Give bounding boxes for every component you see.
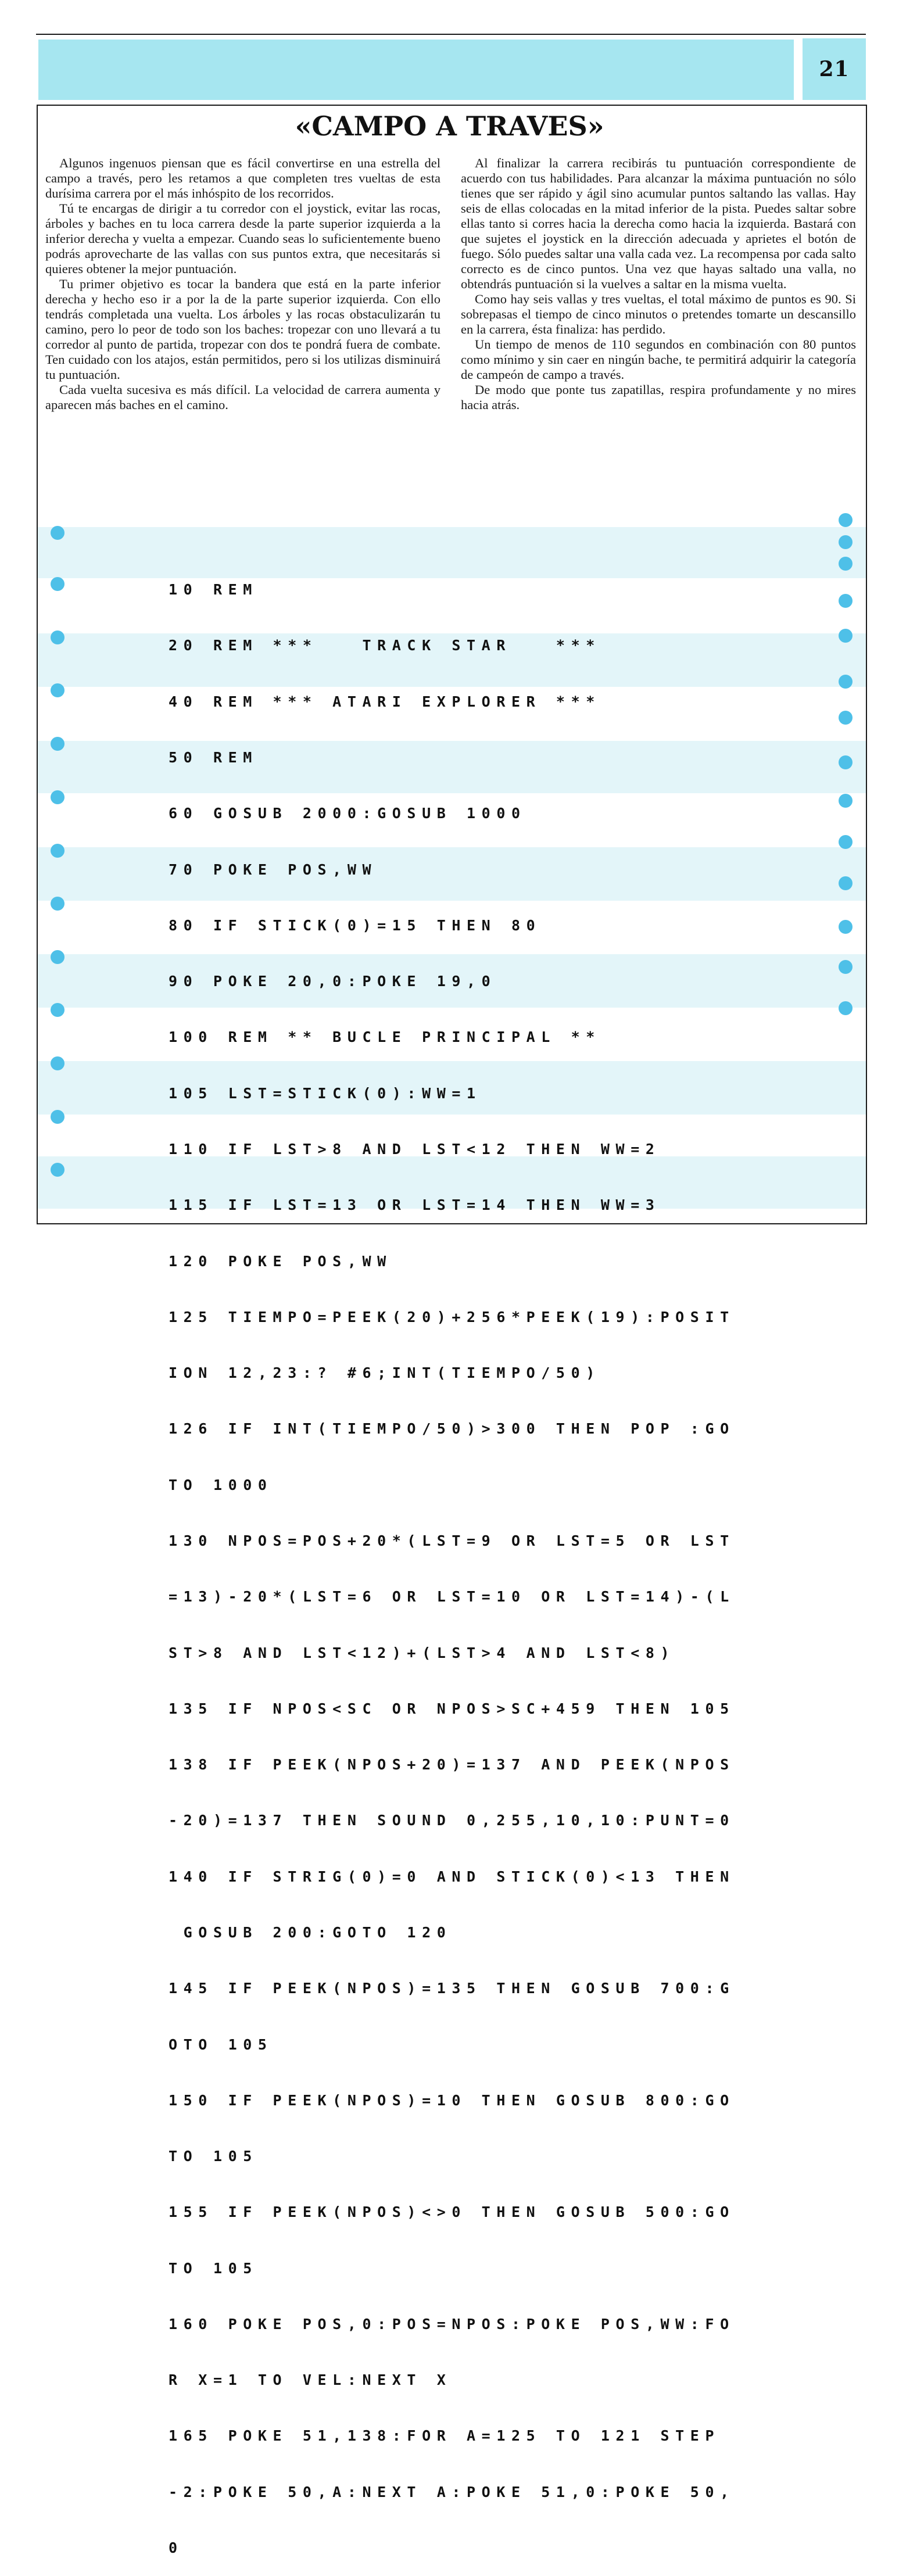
sprocket-hole-dot xyxy=(839,960,853,974)
sprocket-hole-dot xyxy=(839,711,853,725)
code-line: 10 REM xyxy=(169,581,258,599)
sprocket-hole-dot xyxy=(51,1163,65,1177)
paragraph: Al finalizar la carrera recibirás tu puntuación correspondiente de acuerdo con tus habilidades. Para alcanzar la máxima puntuación no sólo tienes que ser rápido y ágil sino acumular puntos saltando las vallas. Hay seis de ellas colocadas en la mitad inferior de la pista. Puedes saltar sobre ellas tanto si corres hacia la derecha como hacia la izquierda. Bastará con que sujetes el joystick en la dirección adecuada y aprietes el botón de fuego. Sólo puedes saltar una valla cada vez. La recompensa por cada salto correcto es de cinco puntos. Una vez que hayas saltado una valla, no obtendrás puntuación si la vuelves a saltar en la misma vuelta. xyxy=(461,156,856,291)
sprocket-hole-dot xyxy=(839,513,853,527)
sprocket-hole-dot xyxy=(51,1003,65,1017)
code-line: 70 POKE POS,WW xyxy=(169,861,378,878)
page-number: 21 xyxy=(819,57,850,81)
code-line: R X=1 TO VEL:NEXT X xyxy=(169,2371,452,2389)
code-line: 50 REM xyxy=(169,749,258,766)
code-line: 90 POKE 20,0:POKE 19,0 xyxy=(169,973,497,990)
header-banner xyxy=(38,40,794,100)
code-line: =13)-20*(LST=6 OR LST=10 OR LST=14)-(L xyxy=(169,1588,735,1606)
paragraph: Cada vuelta sucesiva es más difícil. La velocidad de carrera aumenta y aparecen más baches en el camino. xyxy=(45,382,440,412)
code-line: 165 POKE 51,138:FOR A=125 TO 121 STEP xyxy=(169,2427,721,2445)
code-line: GOSUB 200:GOTO 120 xyxy=(169,1923,452,1941)
sprocket-hole-dot xyxy=(839,557,853,571)
sprocket-hole-dot xyxy=(51,737,65,751)
code-line: 0 xyxy=(169,2539,184,2557)
code-line: 138 IF PEEK(NPOS+20)=137 AND PEEK(NPOS xyxy=(169,1756,735,1774)
code-line: 126 IF INT(TIEMPO/50)>300 THEN POP :GO xyxy=(169,1420,735,1438)
code-line: -20)=137 THEN SOUND 0,255,10,10:PUNT=0 xyxy=(169,1812,735,1829)
paragraph: Un tiempo de menos de 110 segundos en combinación con 80 puntos como mínimo y sin caer en ningún bache, te permitirá adquirir la categoría de campeón de campo a través. xyxy=(461,337,856,382)
sprocket-hole-dot xyxy=(51,897,65,911)
code-line: 150 IF PEEK(NPOS)=10 THEN GOSUB 800:GO xyxy=(169,2091,735,2109)
paragraph: Como hay seis vallas y tres vueltas, el total máximo de puntos es 90. Si sobrepasas el tiempo de cinco minutos o pretendes tomarte un descansillo en la carrera, ésta finaliza: has perdido. xyxy=(461,292,856,336)
paragraph: Tú te encargas de dirigir a tu corredor con el joystick, evitar las rocas, árboles y baches en tu loca carrera desde la parte superior izquierda a la inferior derecha y vuelta a empezar. Cuando seas lo suficientemente bueno podrás aprovecharte de las vallas con sus puntos extra, que necesitarás si quieres obtener la mejor puntuación. xyxy=(45,201,440,276)
paragraph: Algunos ingenuos piensan que es fácil convertirse en una estrella del campo a través, pero les retamos a que completen tres vueltas de esta durísima carrera por el más inhóspito de los recorridos. xyxy=(45,156,440,200)
sprocket-hole-dot xyxy=(51,1056,65,1070)
paragraph: De modo que ponte tus zapatillas, respira profundamente y no mires hacia atrás. xyxy=(461,382,856,412)
code-line: -2:POKE 50,A:NEXT A:POKE 51,0:POKE 50, xyxy=(169,2483,735,2500)
code-line: 135 IF NPOS<SC OR NPOS>SC+459 THEN 105 xyxy=(169,1700,735,1717)
code-line: 120 POKE POS,WW xyxy=(169,1252,392,1270)
sprocket-hole-dot xyxy=(839,920,853,934)
code-line: 155 IF PEEK(NPOS)<>0 THEN GOSUB 500:GO xyxy=(169,2204,735,2221)
code-line: 125 TIEMPO=PEEK(20)+256*PEEK(19):POSIT xyxy=(169,1308,735,1325)
page-number-box xyxy=(803,38,866,100)
sprocket-hole-dot xyxy=(839,755,853,769)
code-line: TO 1000 xyxy=(169,1476,273,1493)
code-line: 105 LST=STICK(0):WW=1 xyxy=(169,1084,482,1102)
article-right-column xyxy=(461,156,856,413)
code-line: 20 REM *** TRACK STAR *** xyxy=(169,637,601,654)
sprocket-hole-dot xyxy=(51,790,65,804)
sprocket-hole-dot xyxy=(51,630,65,644)
sprocket-hole-dot xyxy=(51,1110,65,1124)
code-line: 60 GOSUB 2000:GOSUB 1000 xyxy=(169,805,526,822)
code-line: ST>8 AND LST<12)+(LST>4 AND LST<8) xyxy=(169,1644,676,1661)
code-line: OTO 105 xyxy=(169,2036,273,2053)
code-line: 110 IF LST>8 AND LST<12 THEN WW=2 xyxy=(169,1141,661,1158)
code-line: 140 IF STRIG(0)=0 AND STICK(0)<13 THEN xyxy=(169,1868,735,1885)
top-rule xyxy=(36,34,866,35)
sprocket-hole-dot xyxy=(51,950,65,964)
sprocket-hole-dot xyxy=(839,675,853,689)
sprocket-hole-dot xyxy=(839,835,853,849)
code-line: 145 IF PEEK(NPOS)=135 THEN GOSUB 700:G xyxy=(169,1980,735,1997)
code-line: 100 REM ** BUCLE PRINCIPAL ** xyxy=(169,1029,601,1046)
code-line: 160 POKE POS,0:POS=NPOS:POKE POS,WW:FO xyxy=(169,2315,735,2333)
code-line: 80 IF STICK(0)=15 THEN 80 xyxy=(169,916,542,934)
code-line: 130 NPOS=POS+20*(LST=9 OR LST=5 OR LST xyxy=(169,1532,735,1549)
code-line: 115 IF LST=13 OR LST=14 THEN WW=3 xyxy=(169,1196,661,1214)
sprocket-hole-dot xyxy=(839,629,853,643)
sprocket-hole-dot xyxy=(839,876,853,890)
sprocket-hole-dot xyxy=(839,794,853,808)
sprocket-hole-dot xyxy=(51,526,65,540)
code-line: TO 105 xyxy=(169,2259,258,2277)
sprocket-hole-dot xyxy=(51,577,65,591)
paragraph: Tu primer objetivo es tocar la bandera que está en la parte inferior derecha y hecho eso ir a por la de la parte superior izquierda. Con ello tendrás completada una vuelta. Los árboles y las rocas obstaculizarán tu camino, pero lo peor de todo son los baches: tropezar con uno llevará a tu corredor al punto de partida, tropezar con dos te pondrá fuera de combate. Ten cuidado con los atajos, están permitidos, pero si los utilizas disminuirá tu puntuación. xyxy=(45,277,440,382)
code-line: TO 105 xyxy=(169,2148,258,2165)
article-title: «CAMPO A TRAVES» xyxy=(295,110,604,142)
sprocket-hole-dot xyxy=(839,594,853,608)
basic-code-listing xyxy=(169,543,735,2576)
sprocket-hole-dot xyxy=(839,1001,853,1015)
article-left-column xyxy=(45,156,440,413)
code-line: 40 REM *** ATARI EXPLORER *** xyxy=(169,693,601,710)
sprocket-hole-dot xyxy=(51,683,65,697)
sprocket-hole-dot xyxy=(839,535,853,549)
code-line: ION 12,23:? #6;INT(TIEMPO/50) xyxy=(169,1364,601,1382)
sprocket-hole-dot xyxy=(51,844,65,858)
